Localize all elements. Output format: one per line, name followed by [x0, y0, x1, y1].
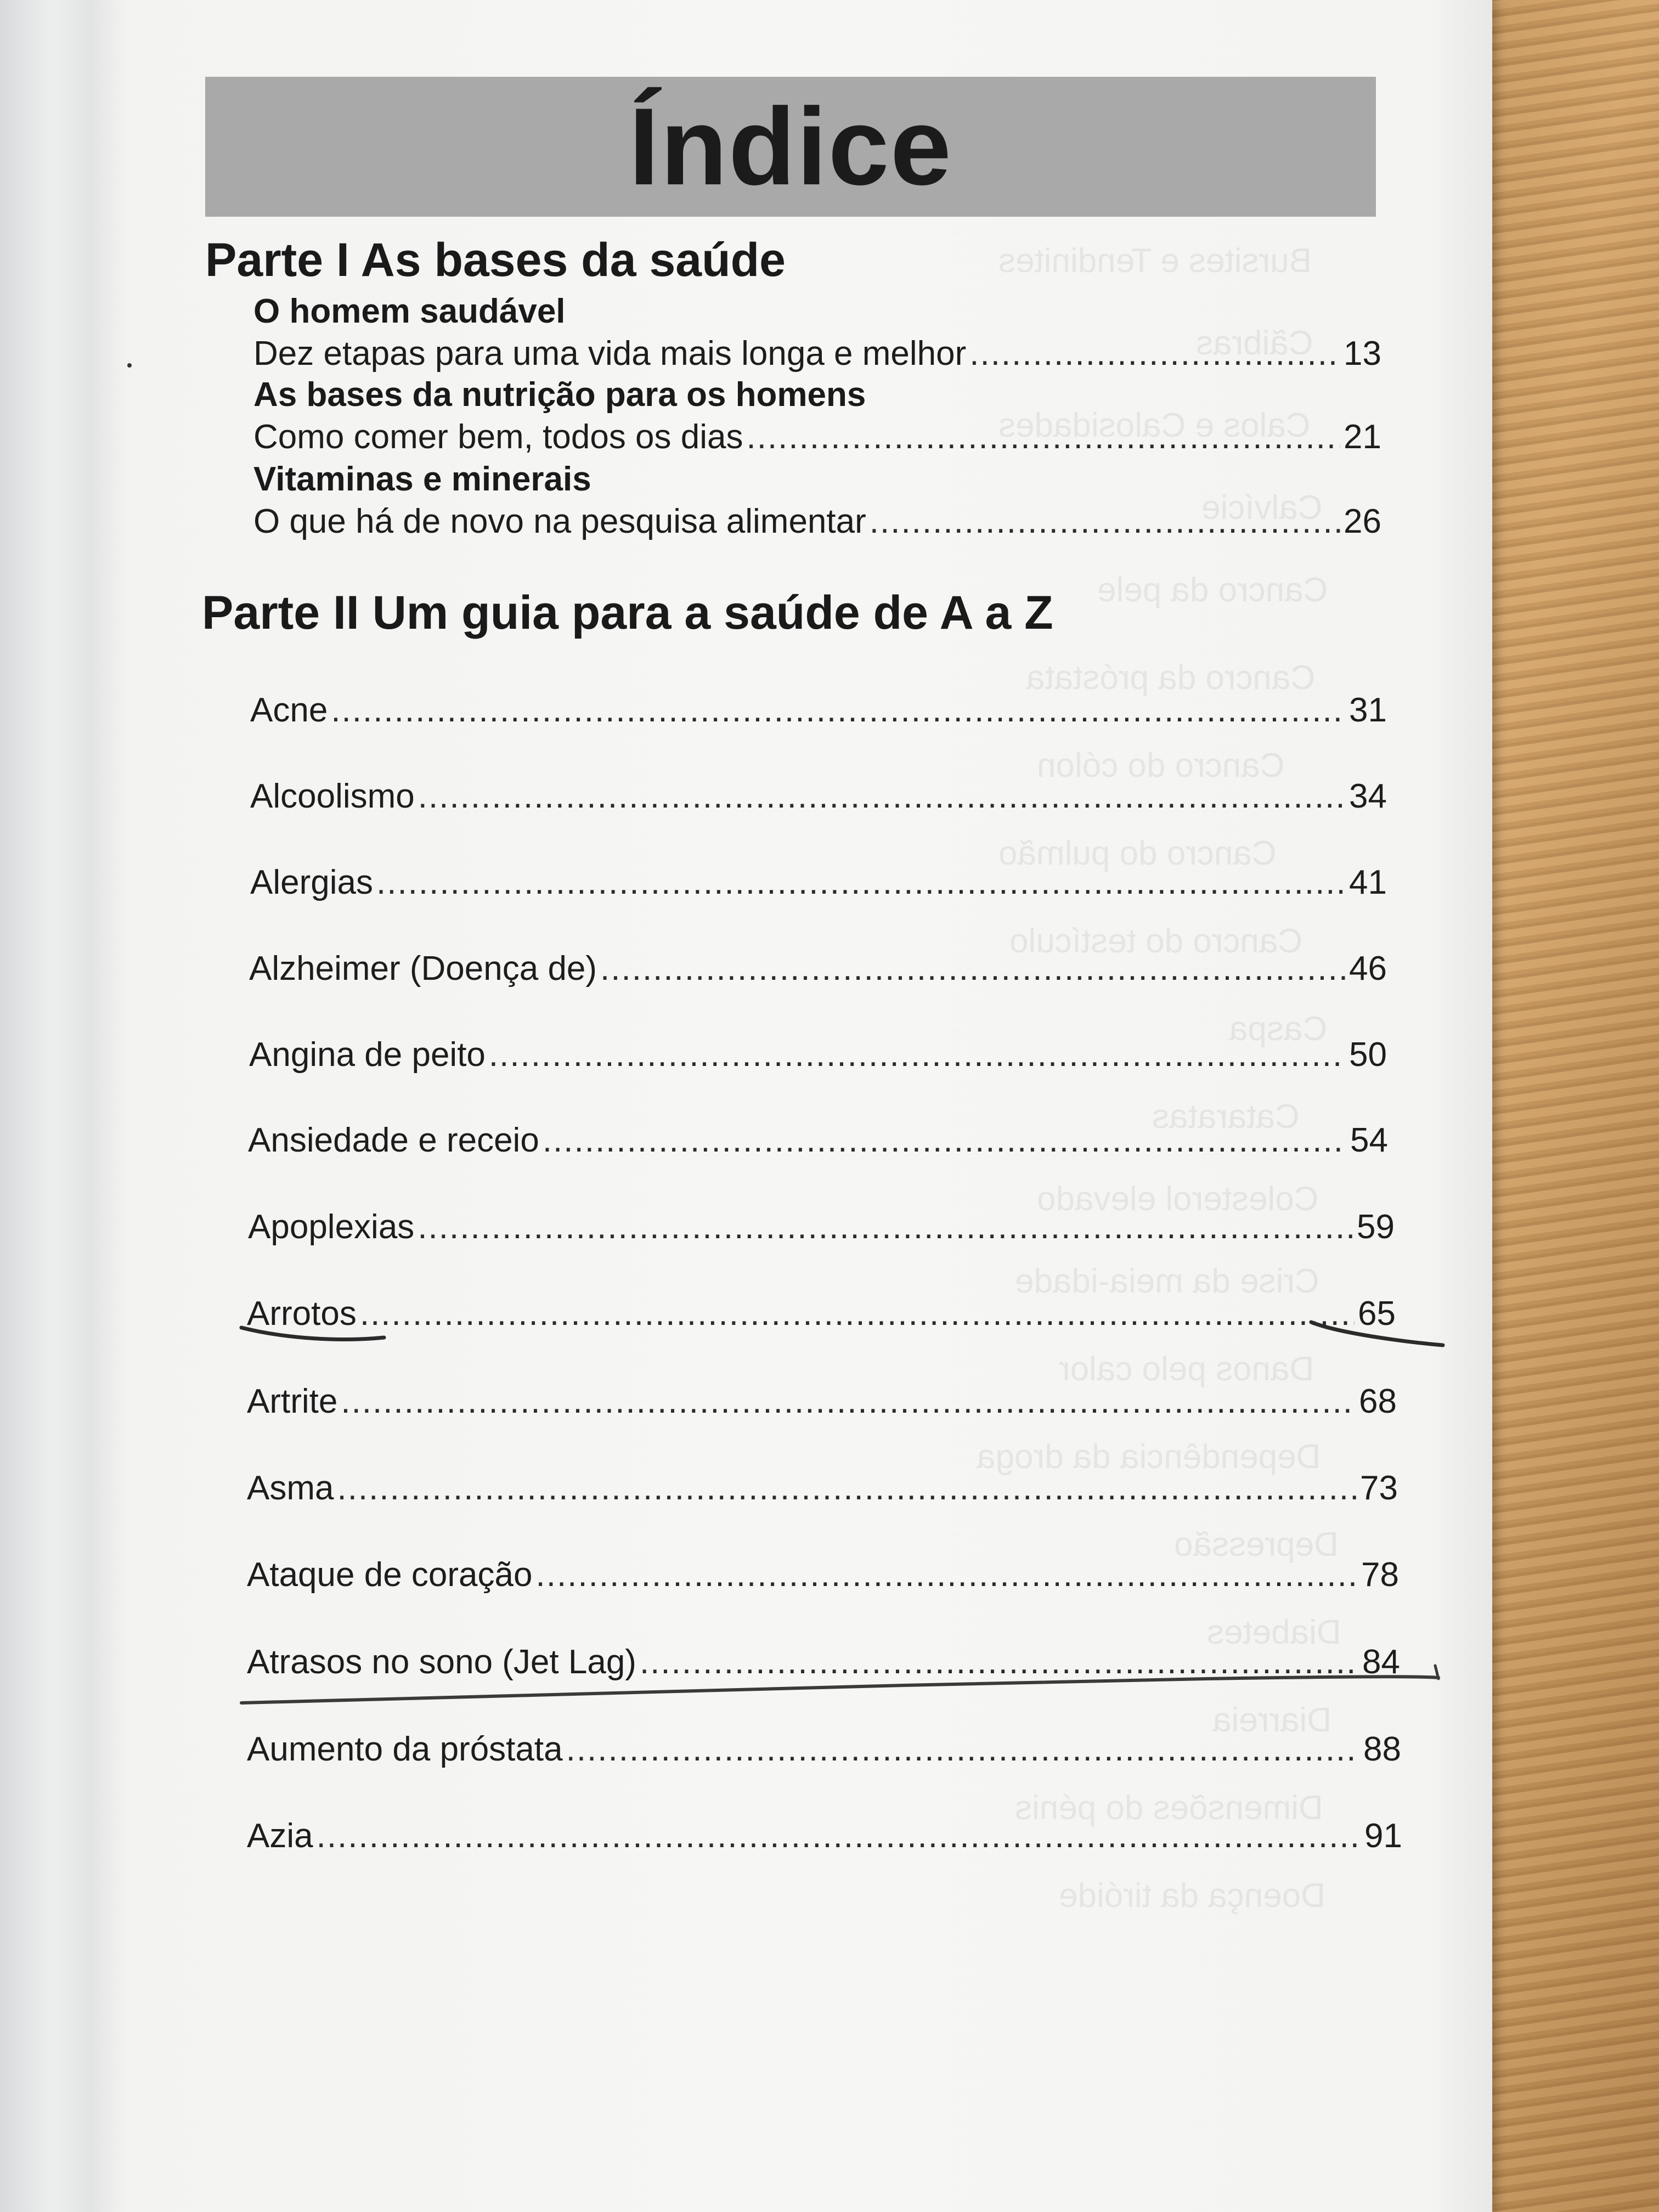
- toc-entry-page: 41: [1349, 864, 1387, 901]
- bleed-through-text: Cãibras: [1196, 324, 1313, 362]
- dot-leader: [747, 417, 1341, 456]
- dot-leader: [341, 1382, 1356, 1421]
- bleed-through-text: Caspa: [1229, 1010, 1328, 1048]
- toc-entry[interactable]: [253, 329, 1381, 373]
- bleed-through-text: Bursites e Tendinites: [998, 242, 1312, 280]
- toc-entry-label: Asma: [247, 1469, 334, 1507]
- toc-entry-label: Aumento da próstata: [247, 1730, 563, 1768]
- toc-entry-page: 78: [1361, 1556, 1399, 1594]
- bleed-through-text: Dependência da droga: [977, 1438, 1321, 1476]
- toc-entry-label: Azia: [247, 1817, 313, 1855]
- page-title: Índice: [629, 85, 952, 208]
- bleed-through-text: Colesterol elevado: [1037, 1180, 1319, 1218]
- bleed-through-text: Cancro da próstata: [1026, 659, 1316, 697]
- toc-entry-label: Como comer bem, todos os dias: [253, 418, 743, 456]
- toc-entry-label: Alergias: [250, 864, 373, 901]
- toc-entry-page: 34: [1349, 777, 1387, 815]
- toc-entry-page: 26: [1344, 503, 1381, 540]
- spine-shadow: [55, 0, 126, 2212]
- bleed-through-text: Cancro da pele: [1097, 571, 1328, 609]
- dot-leader: [418, 777, 1346, 816]
- toc-entry-page: 68: [1359, 1383, 1397, 1420]
- section-title: O homem saudável: [253, 292, 566, 330]
- toc-entry[interactable]: [247, 1812, 1402, 1855]
- bleed-through-text: Diabetes: [1207, 1613, 1341, 1651]
- dot-leader: [969, 334, 1340, 373]
- toc-entry-page: 88: [1363, 1730, 1401, 1768]
- dot-leader: [376, 863, 1346, 902]
- toc-entry-label: Ataque de coração: [247, 1556, 533, 1594]
- toc-entry[interactable]: [253, 497, 1381, 541]
- toc-entry-label: Alzheimer (Doença de): [249, 950, 597, 988]
- toc-entry[interactable]: [247, 1550, 1399, 1594]
- dot-leader: [337, 1469, 1357, 1508]
- part-1-heading: Parte I As bases da saúde: [205, 234, 786, 286]
- toc-entry-page: 59: [1357, 1208, 1395, 1246]
- dot-leader: [600, 949, 1346, 988]
- dot-leader: [870, 502, 1340, 541]
- dot-leader: [331, 691, 1346, 730]
- toc-entry-page: 21: [1344, 418, 1381, 456]
- dot-leader: [317, 1816, 1361, 1855]
- toc-entry-page: 84: [1362, 1643, 1400, 1681]
- dot-leader: [640, 1643, 1359, 1681]
- toc-entry-label: Artrite: [247, 1383, 338, 1420]
- toc-entry[interactable]: [249, 944, 1387, 988]
- pen-dot-mark: [127, 363, 132, 368]
- dot-leader: [566, 1730, 1360, 1769]
- toc-entry-label: Ansiedade e receio: [248, 1121, 539, 1159]
- toc-entry-page: 65: [1358, 1295, 1396, 1333]
- bleed-through-text: Danos pelo calor: [1059, 1350, 1314, 1388]
- toc-entry-label: Dez etapas para uma vida mais longa e melhor: [253, 335, 967, 373]
- toc-entry[interactable]: [253, 413, 1381, 456]
- toc-entry-label: Acne: [250, 691, 328, 729]
- toc-entry[interactable]: [248, 1116, 1388, 1160]
- bleed-through-text: Calvície: [1201, 489, 1323, 527]
- toc-entry-label: Angina de peito: [249, 1036, 486, 1074]
- title-banner: [205, 77, 1376, 217]
- section-title: Vitaminas e minerais: [253, 460, 591, 498]
- dot-leader: [417, 1207, 1353, 1246]
- toc-entry[interactable]: [247, 1377, 1397, 1421]
- bleed-through-text: Calos e Calosidades: [998, 407, 1311, 444]
- toc-entry-label: O que há de novo na pesquisa alimentar: [253, 503, 866, 540]
- dot-leader: [360, 1294, 1355, 1333]
- toc-entry-label: Atrasos no sono (Jet Lag): [247, 1643, 636, 1681]
- toc-entry[interactable]: [247, 1464, 1398, 1508]
- toc-entry[interactable]: [250, 772, 1387, 816]
- toc-entry-page: 13: [1344, 335, 1381, 373]
- bleed-through-text: Cancro do pulmão: [998, 834, 1277, 872]
- bleed-through-text: Doença da tiróide: [1059, 1877, 1325, 1915]
- bleed-through-text: Diarreia: [1212, 1701, 1332, 1739]
- toc-entry-page: 73: [1360, 1469, 1398, 1507]
- toc-entry[interactable]: [247, 1725, 1401, 1769]
- part-2-heading: Parte II Um guia para a saúde de A a Z: [202, 586, 1053, 639]
- bleed-through-text: Cataratas: [1152, 1098, 1300, 1136]
- toc-entry-page: 31: [1349, 691, 1387, 729]
- toc-entry[interactable]: [247, 1638, 1400, 1681]
- dot-leader: [543, 1121, 1347, 1160]
- bleed-through-text: Cancro do cólon: [1037, 747, 1285, 785]
- toc-entry-page: 54: [1350, 1121, 1388, 1159]
- section-title: As bases da nutrição para os homens: [253, 376, 866, 414]
- toc-entry-page: 50: [1349, 1036, 1387, 1074]
- toc-entry-page: 46: [1349, 950, 1387, 988]
- bleed-through-text: Crise da meia-idade: [1015, 1262, 1319, 1300]
- toc-entry-label: Alcoolismo: [250, 777, 415, 815]
- toc-entry-page: 91: [1364, 1817, 1402, 1855]
- dot-leader: [536, 1555, 1358, 1594]
- toc-entry[interactable]: [249, 1030, 1387, 1074]
- dot-leader: [489, 1035, 1346, 1074]
- bleed-through-text: Dimensões do pénis: [1015, 1789, 1323, 1827]
- wood-table-background: [1478, 0, 1659, 2212]
- toc-entry[interactable]: [248, 1203, 1395, 1246]
- toc-entry-label: Arrotos: [247, 1295, 357, 1333]
- toc-entry[interactable]: [250, 858, 1387, 902]
- bleed-through-text: Depressão: [1174, 1526, 1339, 1564]
- toc-entry[interactable]: [247, 1289, 1396, 1333]
- bleed-through-text: Cancro do testículo: [1009, 922, 1303, 960]
- toc-entry-label: Apoplexias: [248, 1208, 415, 1246]
- toc-entry[interactable]: [250, 686, 1387, 730]
